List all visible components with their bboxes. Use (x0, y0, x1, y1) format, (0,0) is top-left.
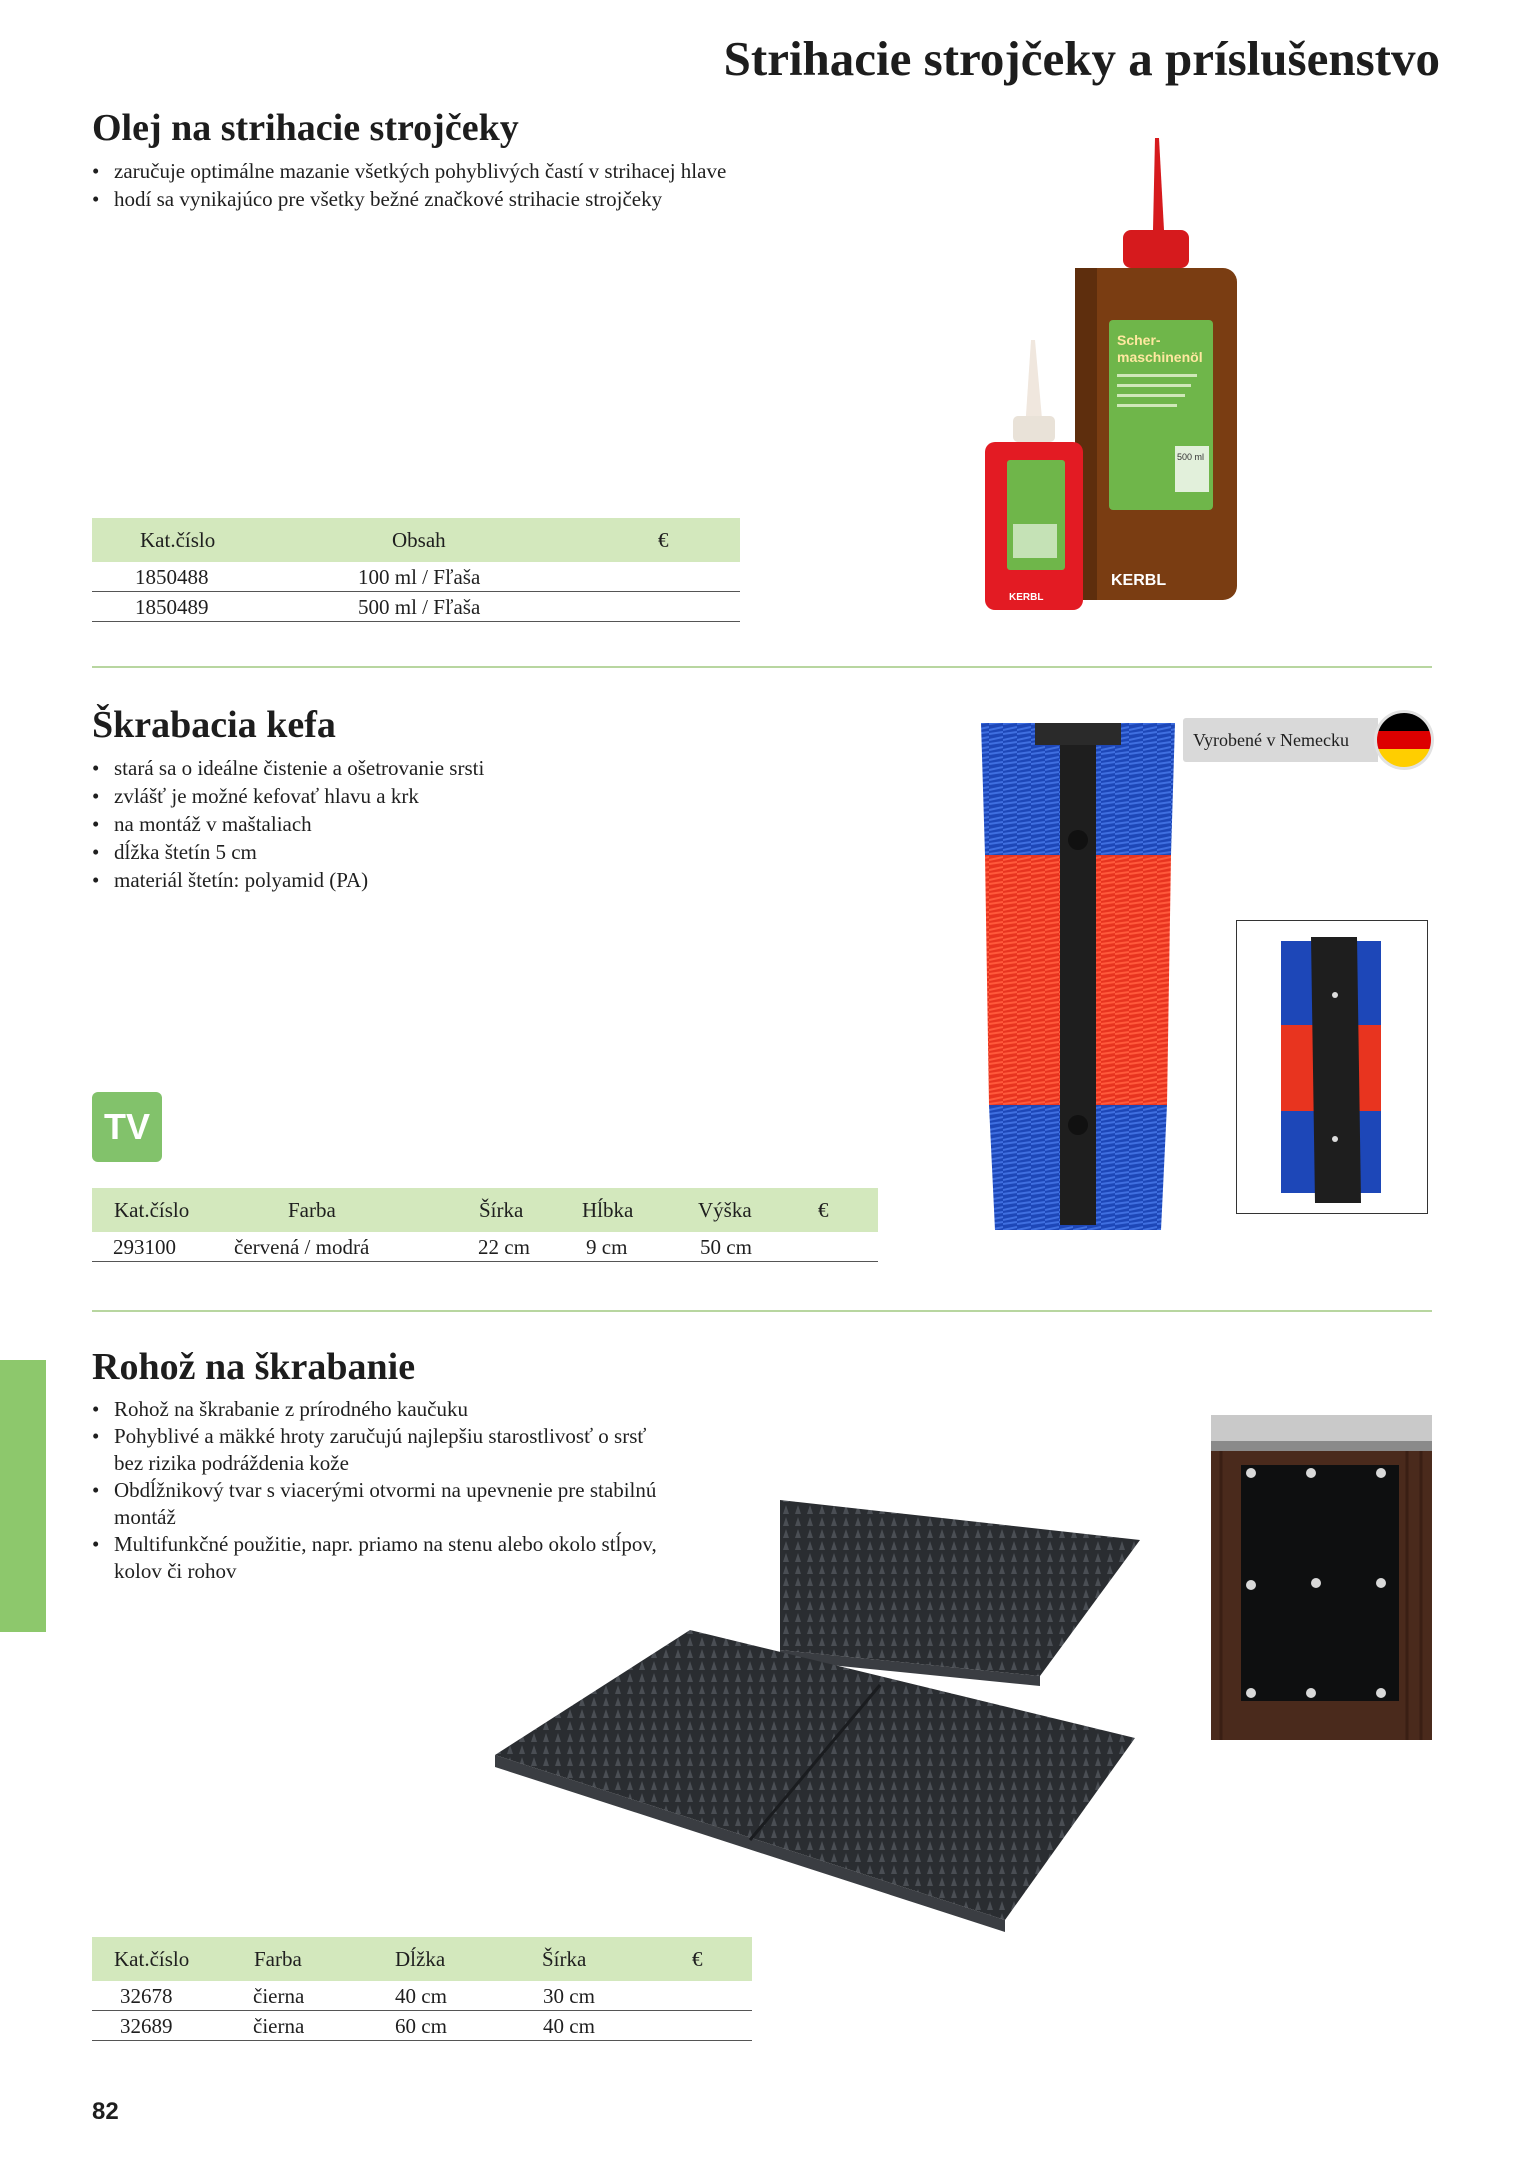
mat-table-header (92, 1937, 752, 1981)
cell-color: čierna (253, 2014, 305, 2038)
table-row (92, 1981, 752, 2011)
brush-bullet-list (92, 754, 852, 894)
table-row (92, 1232, 878, 1262)
brush-table-header (92, 1188, 878, 1232)
mat-bullet: • Obdĺžnikový tvar s viacerými otvormi na upevnenie pre stabilnú montáž (92, 1477, 672, 1531)
col-header-price: € (658, 528, 669, 552)
cell-length: 40 cm (395, 1984, 447, 2008)
cell-catalog: 1850488 (135, 565, 209, 589)
cell-width: 22 cm (478, 1235, 530, 1259)
cell-catalog: 1850489 (135, 595, 209, 619)
mat-bullet: • Rohož na škrabanie z prírodného kaučuku (92, 1396, 672, 1423)
mat-bullet: • Multifunkčné použitie, napr. priamo na stenu alebo okolo stĺpov, kolov či rohov (92, 1531, 672, 1585)
col-header-width: Šírka (542, 1947, 587, 1971)
german-flag-icon (1374, 710, 1434, 770)
col-header-catalog: Kat.číslo (114, 1947, 190, 1971)
col-header-catalog: Kat.číslo (114, 1198, 190, 1222)
cell-width: 40 cm (543, 2014, 595, 2038)
mat-bullet: • Pohyblivé a mäkké hroty zaručujú najlepšiu starostlivosť o srsť bez rizika podráždenia kože (92, 1423, 672, 1477)
col-header-catalog: Kat.číslo (140, 528, 216, 552)
brush-detail-image-frame (1236, 920, 1428, 1214)
col-header-length: Dĺžka (395, 1947, 446, 1971)
col-header-color: Farba (254, 1947, 302, 1971)
col-header-width: Šírka (479, 1198, 524, 1222)
brush-detail-image (1237, 921, 1427, 1213)
oil-bullet-list (92, 157, 852, 213)
section-divider (92, 1310, 1432, 1312)
oil-table (92, 518, 740, 622)
cell-height: 50 cm (700, 1235, 752, 1259)
col-header-color: Farba (288, 1198, 336, 1222)
cell-catalog: 293100 (113, 1235, 176, 1259)
col-header-price: € (818, 1198, 829, 1222)
cell-content: 500 ml / Fľaša (358, 595, 481, 619)
cell-length: 60 cm (395, 2014, 447, 2038)
col-header-content: Obsah (392, 528, 446, 552)
page-title: Strihacie strojčeky a príslušenstvo (723, 31, 1440, 86)
col-header-price: € (692, 1947, 703, 1971)
brush-bullet: • stará sa o ideálne čistenie a ošetrovanie srsti (92, 754, 852, 782)
oil-bottles-image (975, 130, 1245, 610)
brush-bullet: • materiál štetín: polyamid (PA) (92, 866, 852, 894)
oil-bullet: • zaručuje optimálne mazanie všetkých pohyblivých častí v strihacej hlave (92, 157, 852, 185)
made-in-badge: Vyrobené v Nemecku (1183, 718, 1378, 762)
table-row (92, 592, 740, 622)
section-title-oil: Olej na strihacie strojčeky (92, 107, 519, 149)
cell-depth: 9 cm (586, 1235, 628, 1259)
brush-image (975, 715, 1185, 1240)
tv-badge: TV (92, 1092, 162, 1162)
page-number: 82 (92, 2098, 119, 2125)
col-header-depth: Hĺbka (582, 1198, 634, 1222)
scratching-mats-image (480, 1480, 1180, 1940)
oil-label-line2: maschinenöl (1117, 349, 1203, 365)
cell-catalog: 32678 (120, 1984, 173, 2008)
brush-table (92, 1188, 878, 1262)
cell-width: 30 cm (543, 1984, 595, 2008)
oil-bullet: • hodí sa vynikajúco pre všetky bežné značkové strihacie strojčeky (92, 185, 852, 213)
section-tab-marker (0, 1360, 46, 1632)
oil-label-line1: Scher- (1117, 332, 1161, 348)
section-title-mat: Rohož na škrabanie (92, 1346, 416, 1388)
cell-catalog: 32689 (120, 2014, 173, 2038)
section-divider (92, 666, 1432, 668)
oil-brand-logo: KERBL (1111, 572, 1167, 589)
col-header-height: Výška (698, 1198, 752, 1222)
mat-table (92, 1937, 752, 2041)
mat-on-wall-image (1211, 1415, 1432, 1740)
brush-bullet: • dĺžka štetín 5 cm (92, 838, 852, 866)
cell-content: 100 ml / Fľaša (358, 565, 481, 589)
table-row (92, 562, 740, 592)
table-row (92, 2011, 752, 2041)
cell-color: červená / modrá (234, 1235, 370, 1259)
oil-volume-label: 500 ml (1177, 452, 1205, 462)
section-title-brush: Škrabacia kefa (92, 704, 336, 746)
brush-bullet: • na montáž v maštaliach (92, 810, 852, 838)
oil-small-brand-logo: KERBL (1009, 592, 1044, 603)
cell-color: čierna (253, 1984, 305, 2008)
brush-bullet: • zvlášť je možné kefovať hlavu a krk (92, 782, 852, 810)
oil-table-header (92, 518, 740, 562)
